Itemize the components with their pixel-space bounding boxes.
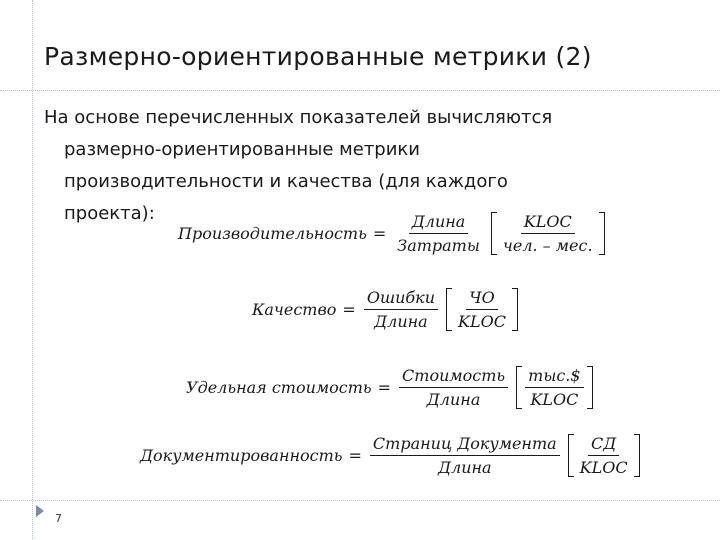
unit-denominator: KLOC <box>579 458 628 477</box>
numerator: Страниц Документа <box>370 434 560 456</box>
left-bracket <box>568 434 574 477</box>
body-line: На основе перечисленных показателей вычисляются <box>44 107 553 128</box>
footer-divider <box>0 500 720 501</box>
slide-marker-icon <box>36 505 44 517</box>
fraction <box>399 366 508 409</box>
denominator: Длина <box>374 312 428 331</box>
left-bracket <box>491 212 497 255</box>
title-divider <box>0 90 720 91</box>
formula-lhs: Удельная стоимость <box>186 378 372 397</box>
left-bracket <box>516 366 522 409</box>
unit-denominator: KLOC <box>458 312 506 331</box>
right-bracket <box>587 366 593 409</box>
numerator: Стоимость <box>399 366 508 388</box>
formula-quality <box>252 288 518 331</box>
right-bracket <box>512 288 518 331</box>
slide-title: Размерно-ориентированные метрики (2) <box>44 42 592 71</box>
body-line: размерно-ориентированные метрики <box>64 139 421 160</box>
unit-fraction <box>455 288 509 331</box>
unit-denominator: KLOC <box>530 390 579 409</box>
formula-documentation <box>140 434 640 477</box>
unit-bracket <box>446 288 518 331</box>
equals-sign: = <box>342 300 356 319</box>
denominator: Длина <box>426 390 481 409</box>
fraction <box>394 212 483 255</box>
formula-lhs: Качество <box>252 300 337 319</box>
unit-bracket <box>568 434 640 477</box>
equals-sign: = <box>348 446 362 465</box>
unit-fraction <box>500 212 596 255</box>
numerator: Длина <box>409 212 469 234</box>
right-bracket <box>599 212 605 255</box>
unit-numerator: тыс.$ <box>525 366 583 388</box>
page-number: 7 <box>55 512 62 525</box>
unit-fraction <box>525 366 583 409</box>
denominator: Затраты <box>397 236 480 255</box>
unit-denominator: чел. – мес. <box>502 236 593 255</box>
fraction <box>364 288 438 331</box>
formula-productivity <box>178 212 605 255</box>
slide-body <box>44 102 684 230</box>
equals-sign: = <box>372 224 387 243</box>
fraction <box>370 434 560 477</box>
unit-bracket <box>516 366 592 409</box>
formula-lhs: Документированность <box>140 446 343 465</box>
right-bracket <box>634 434 640 477</box>
formula-unit-cost <box>186 366 593 409</box>
numerator: Ошибки <box>364 288 438 310</box>
formula-lhs: Производительность <box>178 224 367 243</box>
body-line: проекта): <box>64 203 155 224</box>
left-guide-line <box>32 0 33 540</box>
unit-bracket <box>491 212 605 255</box>
body-line: производительности и качества (для каждого <box>64 171 508 192</box>
unit-numerator: KLOC <box>521 212 575 234</box>
unit-numerator: СД <box>588 434 619 456</box>
left-bracket <box>446 288 452 331</box>
unit-numerator: ЧО <box>466 288 497 310</box>
equals-sign: = <box>377 378 392 397</box>
denominator: Длина <box>438 458 492 477</box>
unit-fraction <box>577 434 631 477</box>
